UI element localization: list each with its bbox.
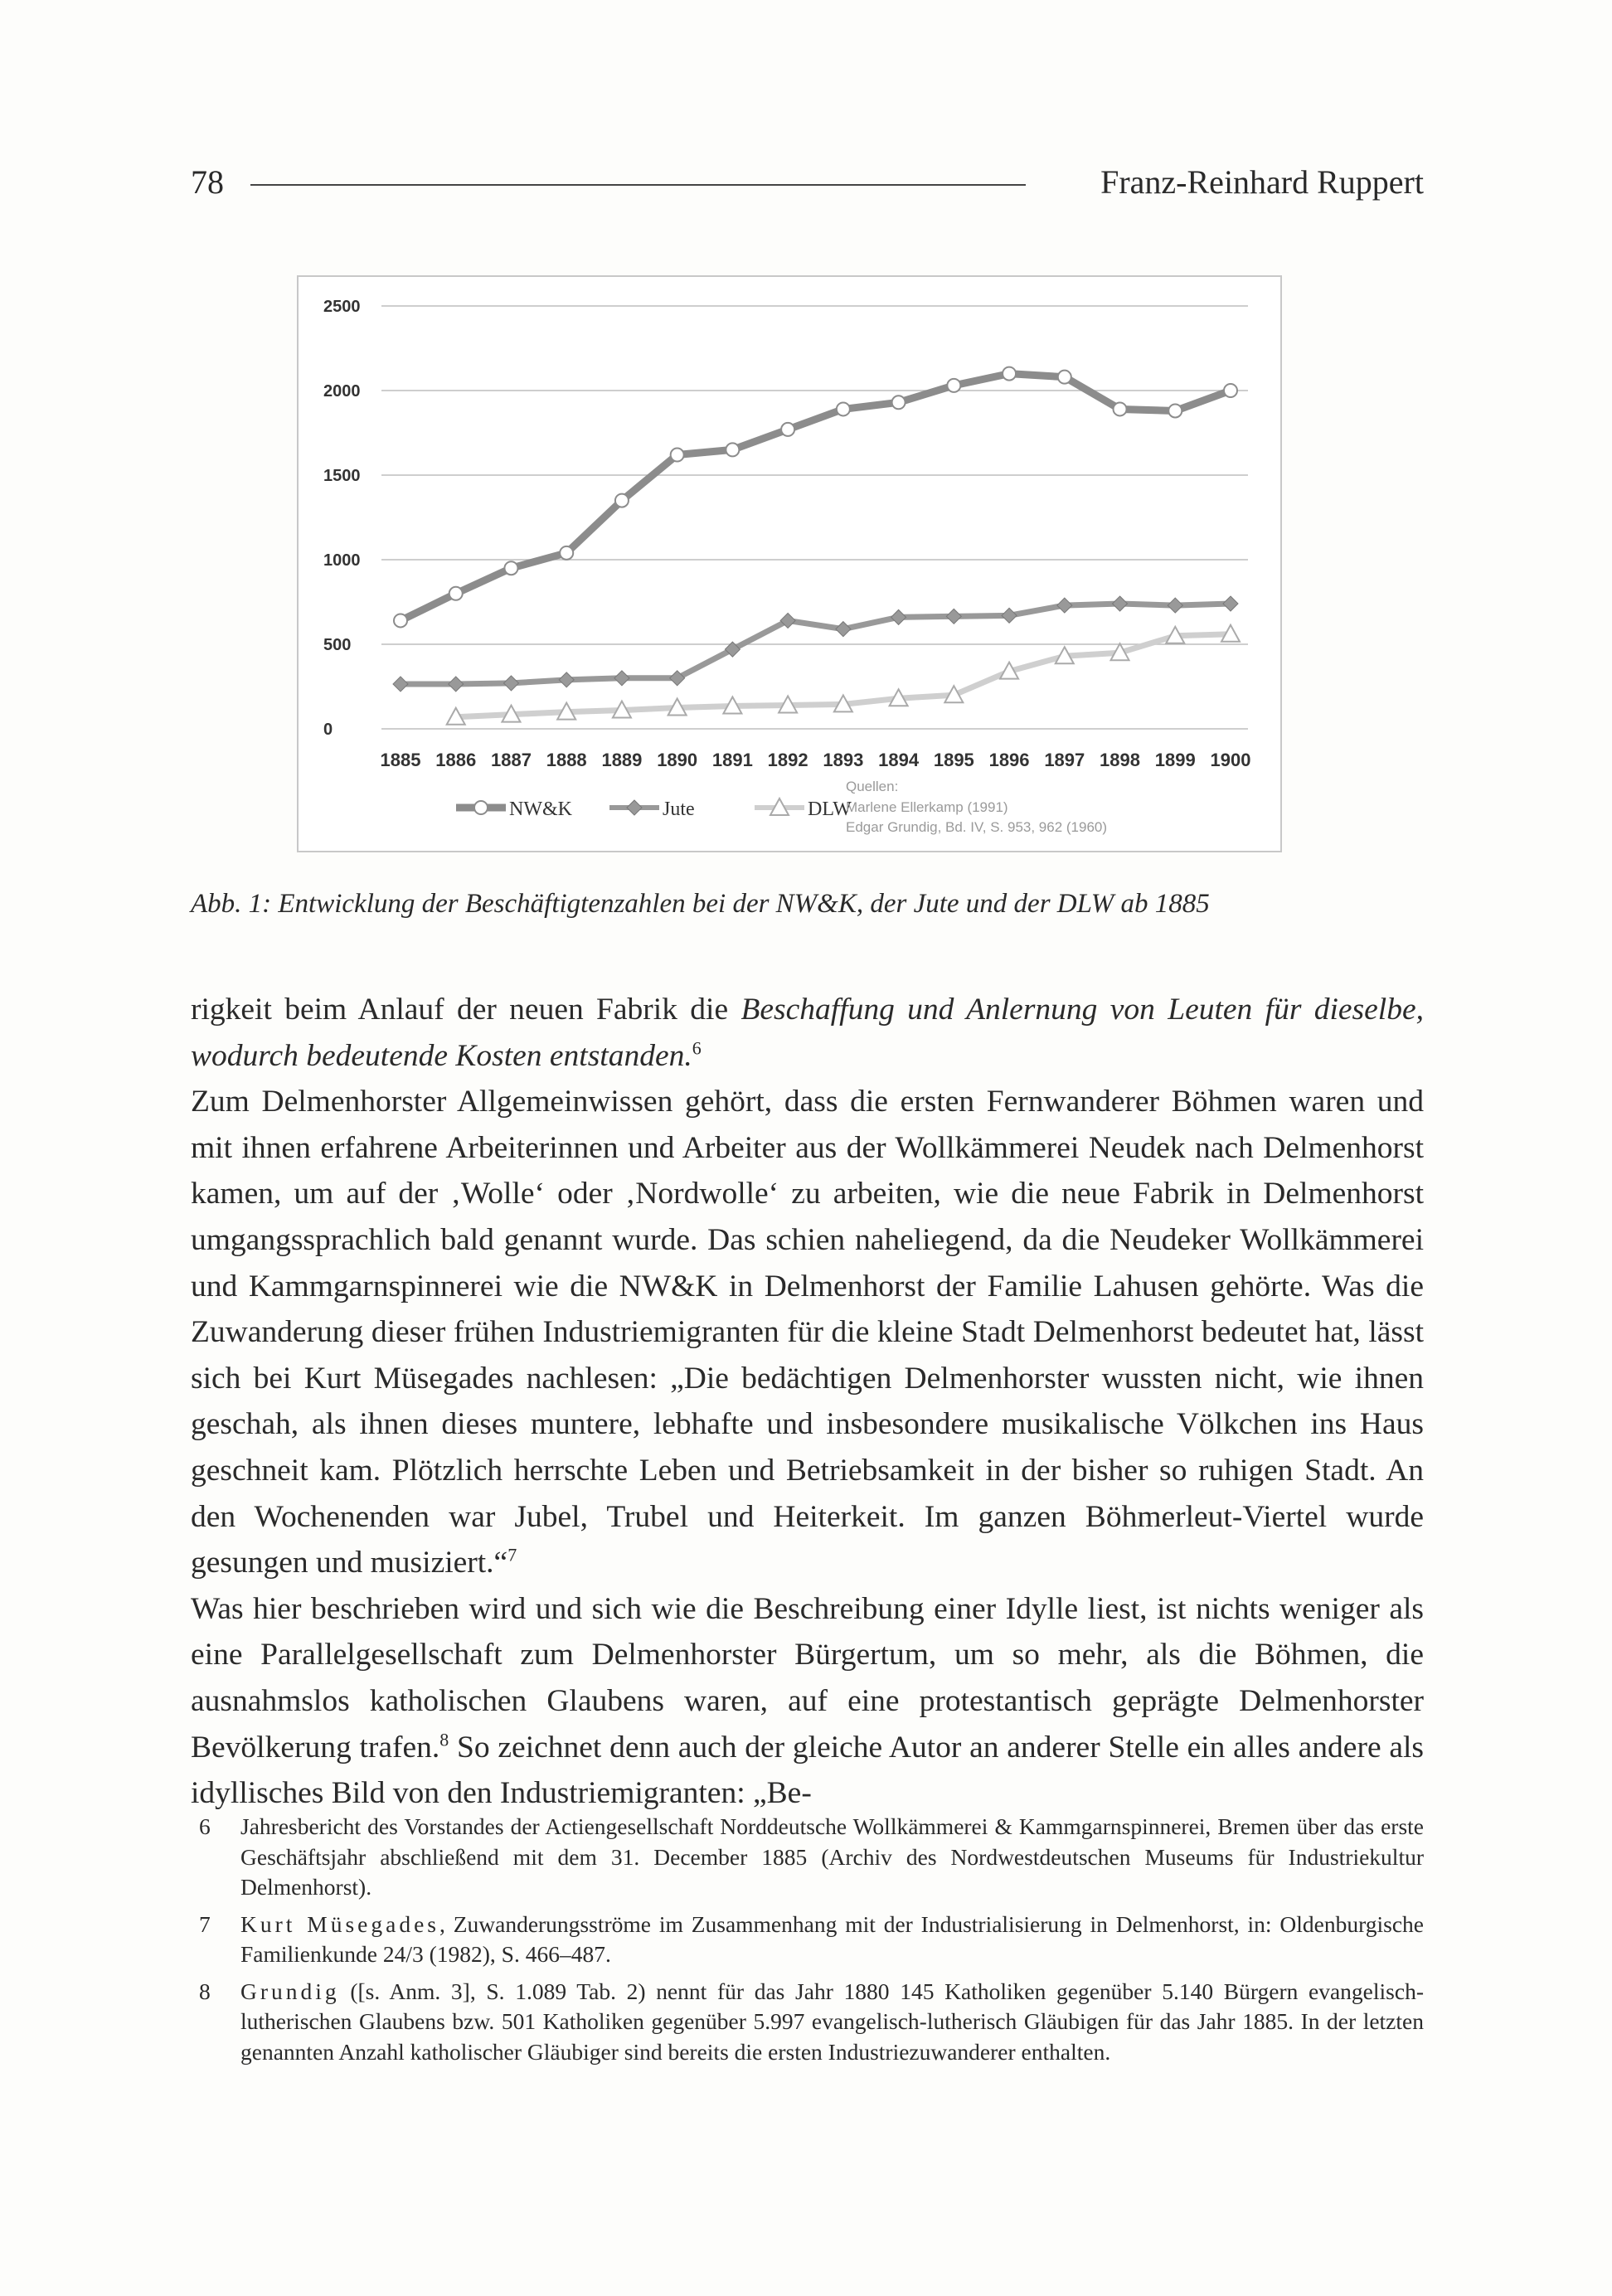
x-tick-1887: 1887: [490, 750, 532, 770]
x-tick-1892: 1892: [767, 750, 808, 770]
figure-caption: Abb. 1: Entwicklung der Beschäftigtenzahlen bei der NW&K, der Jute und der DLW ab 1885: [191, 889, 1210, 919]
point-NW&K-1892: [781, 423, 794, 436]
point-Jute-1889: [614, 671, 629, 686]
x-tick-1895: 1895: [933, 750, 974, 770]
paragraph-1: rigkeit beim Anlauf der neuen Fabrik die Beschaffung und Anlernung von Leuten für dieselbe, wodurch bedeutende Kosten entstanden.$^6$: [191, 993, 1424, 1073]
footnote-8: [191, 1977, 1424, 2068]
point-NW&K-1886: [449, 587, 463, 600]
point-NW&K-1893: [837, 402, 850, 415]
figure-chart: [297, 275, 1282, 852]
footnote-text: ([s. Anm. 3], S. 1.089 Tab. 2) nennt für das Jahr 1880 145 Katholiken gegenüber 5.140 Bürgern evangelisch-lutherischen Glaubens bzw. 501 Katholiken gegenüber 5.997 evangelisch-lutherisch Gläubigen für das Jahr 1885. In der letzten genannten Anzahl katholischer Gläubiger sind bereits die ersten Industriezuwanderer enthalten.: [240, 1978, 1424, 2065]
point-Jute-1885: [393, 677, 408, 692]
footnote-text: Jahresbericht des Vorstandes der Actiengesellschaft Norddeutsche Wollkämmerei & Kammgarnspinnerei, Bremen über das erste Geschäftsjahr abschließend mit dem 31. December 1885 (Archiv des Nordwestdeutschen Museums für Industriekultur Delmenhorst).: [240, 1813, 1424, 1900]
x-tick-1893: 1893: [823, 750, 864, 770]
footnote-7: [191, 1910, 1424, 1970]
legend-label-DLW: DLW: [808, 799, 852, 820]
legend-label-Jute: Jute: [663, 799, 695, 820]
y-tick-1500: 1500: [323, 467, 361, 485]
body-text: [191, 987, 1424, 1817]
source-line: Marlene Ellerkamp (1991): [846, 799, 1008, 815]
x-tick-1897: 1897: [1044, 750, 1085, 770]
point-NW&K-1890: [671, 449, 684, 462]
point-Jute-1899: [1168, 598, 1182, 613]
point-Jute-1886: [449, 677, 464, 692]
point-NW&K-1896: [1003, 367, 1016, 381]
point-Jute-1893: [836, 622, 851, 637]
y-tick-2000: 2000: [323, 382, 361, 400]
footnotes: [191, 1812, 1424, 2074]
x-tick-1898: 1898: [1100, 750, 1141, 770]
point-Jute-1897: [1057, 598, 1072, 613]
point-NW&K-1900: [1224, 384, 1237, 397]
y-tick-1000: 1000: [323, 551, 361, 570]
source-label: Quellen:: [846, 779, 899, 794]
y-tick-500: 500: [323, 636, 352, 654]
point-NW&K-1888: [560, 546, 573, 560]
y-tick-2500: 2500: [323, 298, 361, 316]
point-Jute-1898: [1113, 596, 1128, 611]
source-line: Edgar Grundig, Bd. IV, S. 953, 962 (1960): [846, 819, 1108, 835]
point-NW&K-1899: [1168, 404, 1182, 417]
footnote-6: [191, 1812, 1424, 1903]
footnote-number: 7: [199, 1910, 211, 1937]
footnote-author: Grundig: [240, 1978, 340, 2004]
point-NW&K-1898: [1114, 402, 1127, 415]
x-tick-1885: 1885: [380, 750, 421, 770]
point-Jute-1894: [891, 609, 906, 624]
x-tick-1899: 1899: [1154, 750, 1196, 770]
x-tick-1888: 1888: [546, 750, 587, 770]
point-NW&K-1885: [394, 614, 407, 627]
point-NW&K-1887: [504, 561, 517, 575]
point-NW&K-1889: [615, 494, 629, 507]
point-Jute-1895: [946, 609, 961, 624]
x-tick-1890: 1890: [657, 750, 698, 770]
point-Jute-1888: [559, 672, 574, 687]
y-tick-0: 0: [323, 721, 333, 739]
header-rule: [250, 184, 1026, 186]
legend-label-NW&K: NW&K: [509, 799, 572, 820]
x-tick-1889: 1889: [601, 750, 643, 770]
footnote-ref-6: 6: [692, 1037, 702, 1059]
page-number: 78: [191, 163, 224, 201]
employment-line-chart: [299, 277, 1284, 854]
running-author: Franz-Reinhard Ruppert: [1100, 163, 1424, 201]
point-Jute-1896: [1002, 608, 1017, 623]
x-tick-1894: 1894: [878, 750, 920, 770]
point-NW&K-1891: [726, 443, 739, 456]
point-Jute-1900: [1223, 596, 1238, 611]
x-tick-1900: 1900: [1210, 750, 1251, 770]
point-NW&K-1894: [892, 396, 906, 409]
quote-italic: Beschaffung und Anlernung von Leuten für dieselbe, wodurch bedeutende Kosten entstanden.: [191, 993, 1424, 1073]
x-tick-1891: 1891: [711, 750, 753, 770]
point-Jute-1887: [503, 676, 518, 691]
footnote-ref-7: 7: [507, 1544, 517, 1565]
point-NW&K-1897: [1058, 371, 1071, 384]
footnote-ref-8: 8: [439, 1729, 449, 1750]
paragraph-2: Zum Delmenhorster Allgemeinwissen gehört, dass die ersten Fernwanderer Böhmen waren und mit ihnen erfahrene Arbeiterinnen und Arbeiter aus der Wollkämmerei Neudek nach Delmenhorst kamen, um auf der ‚Wolle‘ oder ‚Nordwolle‘ zu arbeiten, wie die neue Fabrik in Delmenhorst umgangssprachlich bald genannt wurde. Das schien naheliegend, da die Neudeker Wollkämmerei und Kammgarnspinnerei wie die NW&K in Delmenhorst der Familie Lahusen gehörte. Was die Zuwanderung dieser frühen Industriemigranten für die kleine Stadt Delmenhorst bedeutet hat, lässt sich bei Kurt Müsegades nachlesen: „Die bedächtigen Delmenhorster wussten nicht, wie ihnen geschah, als ihnen dieses muntere, lebhafte und insbesondere musikalische Völkchen ins Haus geschneit kam. Plötzlich herrschte Leben und Betriebsamkeit in der bisher so ruhigen Stadt. An den Wochenenden war Jubel, Trubel und Heiterkeit. Im ganzen Böhmerleut-Viertel wurde gesungen und musiziert.“$^7$: [191, 1085, 1424, 1580]
footnote-number: 8: [199, 1978, 211, 2004]
paragraph-3: Was hier beschrieben wird und sich wie die Beschreibung einer Idylle liest, ist nichts weniger als eine Parallelgesellschaft zum Delmenhorster Bürgertum, um so mehr, als die Böhmen, die ausnahmslos katholischen Glaubens waren, auf eine protestantisch geprägte Delmenhorster Bevölkerung trafen.$^8$ So zeichnet denn auch der gleiche Autor an anderer Stelle ein alles andere als idyllisches Bild von den Industriemigranten: „Be-: [191, 1591, 1424, 1811]
point-NW&K-1895: [947, 379, 960, 392]
footnote-number: 6: [199, 1813, 211, 1839]
footnote-text: , Zuwanderungsströme im Zusammenhang mit der Industrialisierung in Delmenhorst, in: Oldenburgische Familienkunde 24/3 (1982), S. 466–487.: [240, 1910, 1424, 1967]
series-line-NW&K: [401, 374, 1231, 621]
x-tick-1896: 1896: [988, 750, 1030, 770]
legend-marker-Jute: [627, 800, 642, 815]
x-tick-1886: 1886: [435, 750, 477, 770]
legend-marker-NW&K: [474, 801, 488, 814]
running-header: [191, 158, 1424, 207]
footnote-author: Kurt Müsegades: [240, 1910, 439, 1937]
